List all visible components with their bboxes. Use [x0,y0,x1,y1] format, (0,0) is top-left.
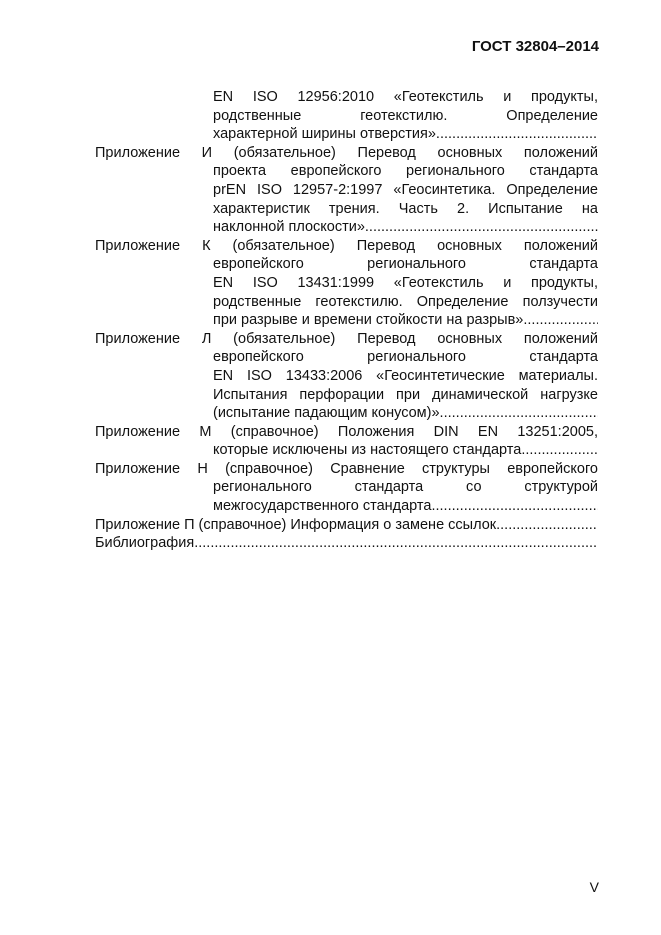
page-number: V [589,879,599,895]
toc-line: Приложение П (справочное) Информация о замене ссылок [95,516,497,533]
toc-entry-leader [95,441,598,460]
toc-line: prEN ISO 12957-2:1997 «Геосинтетика. Определение [213,181,598,198]
toc-line: Библиография [95,535,195,552]
dot-leader [194,534,598,553]
toc-line: (испытание падающим конусом)» [213,405,440,422]
toc-entry-title[interactable]: Приложение Л (обязательное) Перевод основных положений [95,330,598,347]
toc-line: европейского регионального стандарта [213,349,598,366]
dot-leader [436,125,598,144]
toc-line: Испытания перфорации при динамической нагрузке [213,386,598,403]
toc-line: EN ISO 13433:2006 «Геосинтетические материалы. [213,367,598,384]
table-of-contents [95,88,598,553]
toc-line: EN ISO 13431:1999 «Геотекстиль и продукты, [213,274,598,291]
toc-entry-leader [95,218,598,237]
toc-entry-leader [95,125,598,144]
toc-entry-leader [95,311,598,330]
toc-entry-title[interactable]: Приложение К (обязательное) Перевод основных положений [95,237,598,254]
toc-entry-leader [95,404,598,423]
toc-line: которые исключены из настоящего стандарта [213,442,522,459]
toc-line: EN ISO 12956:2010 «Геотекстиль и продукты, [213,89,598,105]
toc-line: характерной ширины отверстия» [213,126,436,143]
toc-line: характеристик трения. Часть 2. Испытание на [213,200,598,217]
toc-line: межгосударственного стандарта [213,498,432,515]
dot-leader [521,441,598,460]
toc-entry-title[interactable]: Приложение М (справочное) Положения DIN EN 13251:2005, [95,423,598,440]
toc-entry-leader [95,497,598,516]
toc-entry-title[interactable]: Приложение Н (справочное) Сравнение структуры европейского [95,460,598,477]
toc-entry-title[interactable] [95,534,598,553]
toc-line: родственные геотекстилю. Определение [213,107,598,124]
document-header: ГОСТ 32804–2014 [471,38,599,55]
toc-line: европейского регионального стандарта [213,256,598,273]
toc-entry-title[interactable]: Приложение И (обязательное) Перевод основных положений [95,144,598,161]
dot-leader [440,404,598,423]
toc-line: регионального стандарта со структурой [213,479,598,496]
toc-line: при разрыве и времени стойкости на разрыв» [213,312,524,329]
toc-entry-title[interactable] [95,516,598,535]
dot-leader [431,497,598,516]
toc-line: родственные геотекстилю. Определение ползучести [213,293,598,310]
toc-line: проекта европейского регионального стандарта [213,163,598,180]
dot-leader [523,311,598,330]
dot-leader [496,516,598,535]
dot-leader [365,218,598,237]
toc-line: наклонной плоскости» [213,219,365,236]
